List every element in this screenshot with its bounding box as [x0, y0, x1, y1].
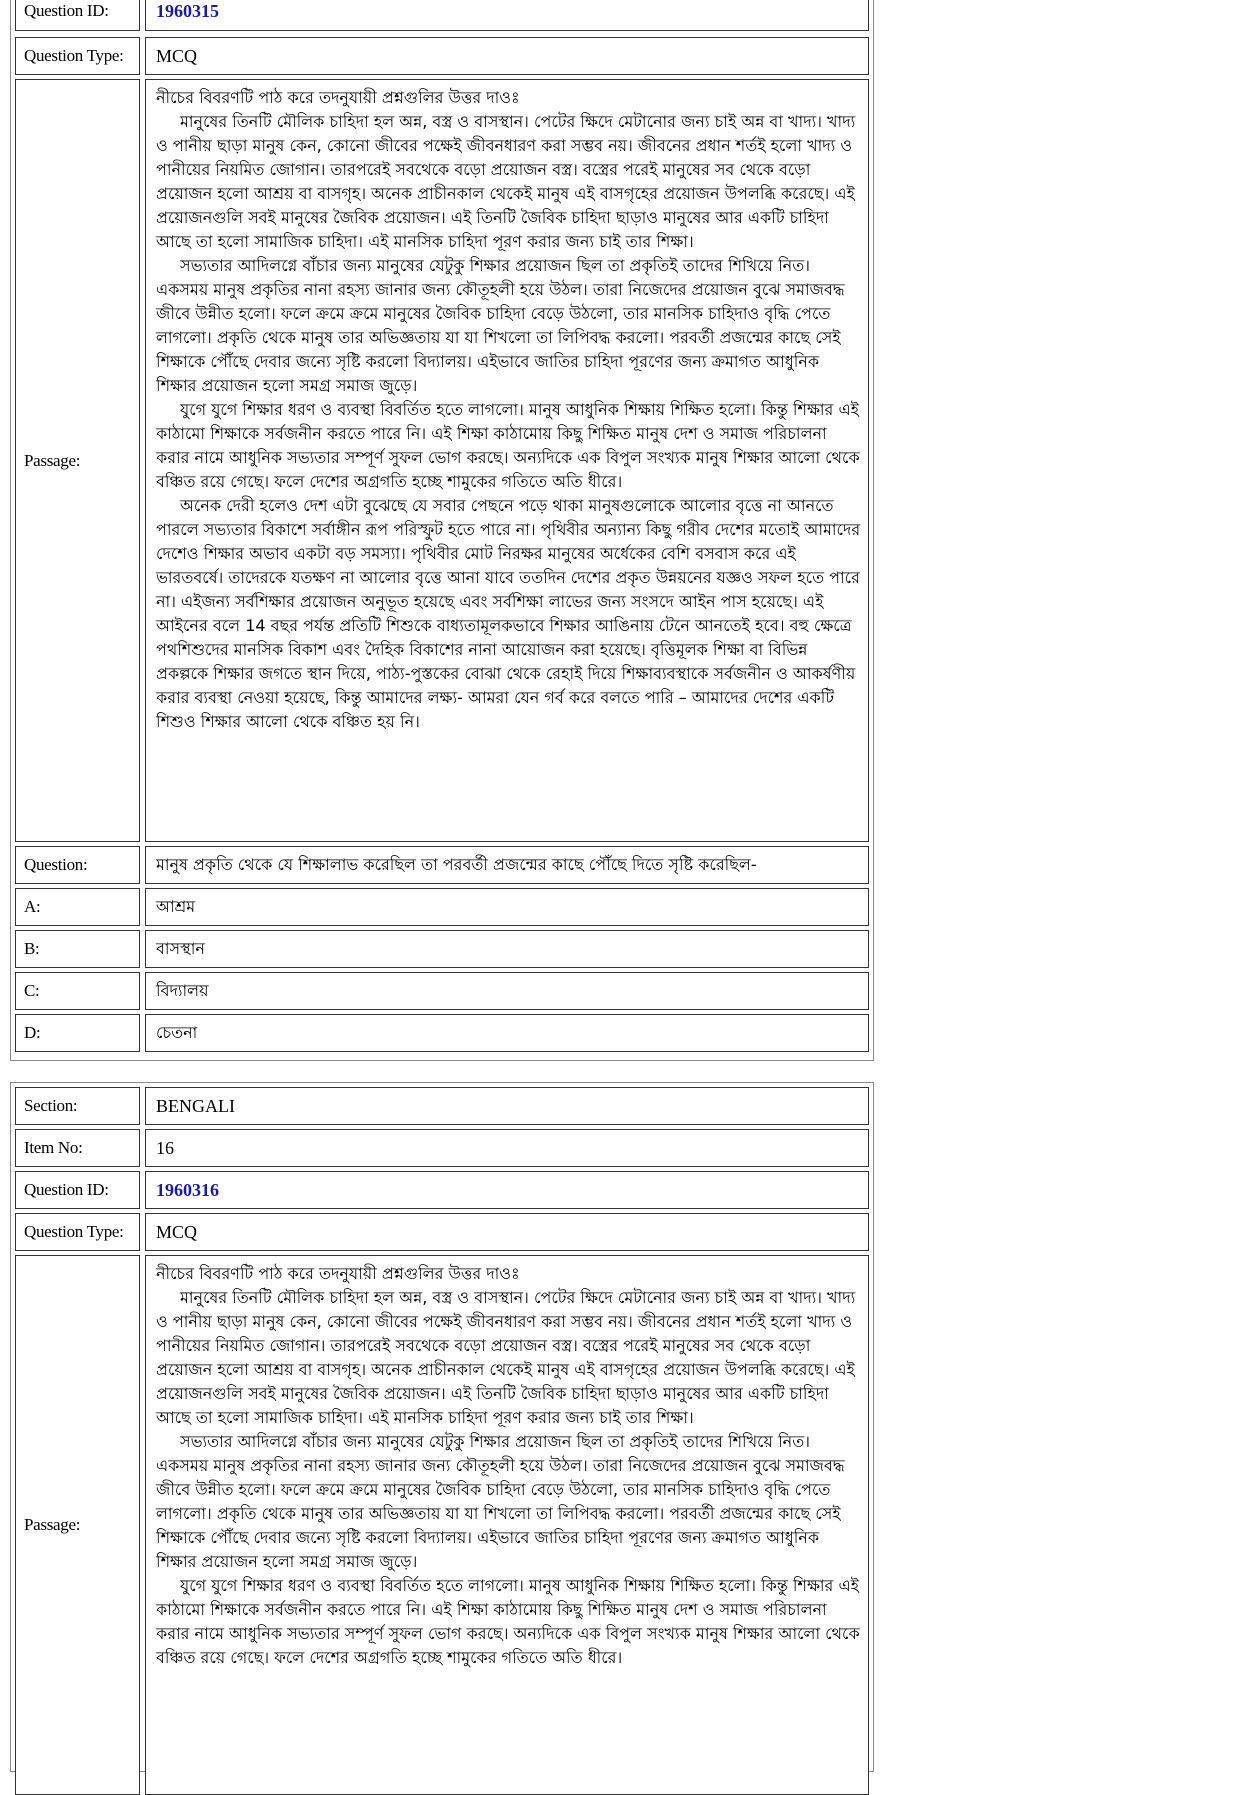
- option-c-text: বিদ্যালয়: [145, 972, 869, 1010]
- passage-label: Passage:: [15, 1255, 140, 1795]
- row-option-c: [15, 972, 869, 1010]
- option-a-label: A:: [15, 888, 140, 926]
- question-text: মানুষ প্রকৃতি থেকে যে শিক্ষালাভ করেছিল তা পরবর্তী প্রজন্মের কাছে পৌঁছে দিতে সৃষ্টি করেছিল-: [145, 846, 869, 884]
- question-table-1960316: [10, 1082, 874, 1772]
- passage-label: Passage:: [15, 79, 140, 842]
- question-table-1960315: [10, 0, 874, 1061]
- row-option-a: [15, 888, 869, 926]
- option-b-label: B:: [15, 930, 140, 968]
- passage-instruction: নীচের বিবরণটি পাঠ করে তদনুযায়ী প্রশ্নগুলির উত্তর দাওঃ: [156, 1264, 520, 1283]
- passage-paragraph-1: মানুষের তিনটি মৌলিক চাহিদা হল অন্ন, বস্ত্র ও বাসস্থান। পেটের ক্ষিদে মেটানোর জন্য চাই অন্ন বা খাদ্য। খাদ্য ও পানীয় ছাড়া মানুষ কেন, কোনো জীবের পক্ষেই জীবনধারণ করা সম্ভব নয়। জীবনের প্রধান শর্তই হলো খাদ্য ও পানীয়ের নিয়মিত জোগান। তারপরেই সবথেকে বড়ো প্রয়োজন বস্ত্র। বস্ত্রের পরেই মানুষের সব থেকে বড়ো প্রয়োজন হলো আশ্রয় বা বাসগৃহ। অনেক প্রাচীনকাল থেকেই মানুষ এই বাসগৃহের প্রয়োজন উপলব্ধি করেছে। এই প্রয়োজনগুলি সবই মানুষের জৈবিক প্রয়োজন। এই তিনটি জৈবিক চাহিদা ছাড়াও মানুষের আর একটি চাহিদা আছে তা হলো সামাজিক চাহিদা। এই মানসিক চাহিদা পূরণ করার জন্য চাই তার শিক্ষা।: [156, 112, 856, 251]
- option-c-label: C:: [15, 972, 140, 1010]
- option-b-text: বাসস্থান: [145, 930, 869, 968]
- question-id-label: Question ID:: [15, 1171, 140, 1209]
- row-section: [15, 1087, 869, 1125]
- option-a-text: আশ্রম: [145, 888, 869, 926]
- row-question-type: [15, 1213, 869, 1251]
- option-d-text: চেতনা: [145, 1014, 869, 1052]
- section-label: Section:: [15, 1087, 140, 1125]
- question-type-value: MCQ: [145, 1213, 869, 1251]
- row-passage: [15, 79, 869, 842]
- row-question-id: [15, 0, 869, 31]
- question-id-value: 1960316: [145, 1171, 869, 1209]
- row-question-id: [15, 1171, 869, 1209]
- row-passage: [15, 1255, 869, 1795]
- passage-paragraph-2: সভ্যতার আদিলগ্নে বাঁচার জন্য মানুষের যেটুকু শিক্ষার প্রয়োজন ছিল তা প্রকৃতিই তাদের শিখিয়ে নিত। একসময় মানুষ প্রকৃতির নানা রহস্য জানার জন্য কৌতূহলী হয়ে উঠল। তারা নিজেদের প্রয়োজন বুঝে সমাজবদ্ধ জীবে উন্নীত হলো। ফলে ক্রমে ক্রমে মানুষের জৈবিক চাহিদা বেড়ে উঠলো, তার মানসিক চাহিদাও বৃদ্ধি পেতে লাগলো। প্রকৃতি থেকে মানুষ তার অভিজ্ঞতায় যা যা শিখলো তা লিপিবদ্ধ করলো। পরবর্তী প্রজন্মের কাছে সেই শিক্ষাকে পৌঁছে দেবার জন্যে সৃষ্টি করলো বিদ্যালয়। এইভাবে জাতির চাহিদা পূরণের জন্য ক্রমাগত আধুনিক শিক্ষার প্রয়োজন হলো সমগ্র সমাজ জুড়ে।: [156, 1432, 845, 1571]
- passage-paragraph-3: যুগে যুগে শিক্ষার ধরণ ও ব্যবস্থা বিবর্তিত হতে লাগলো। মানুষ আধুনিক শিক্ষায় শিক্ষিত হলো। কিন্তু শিক্ষার এই কাঠামো শিক্ষাকে সর্বজনীন করতে পারে নি। এই শিক্ষা কাঠামোয় কিছু শিক্ষিত মানুষ দেশ ও সমাজ পরিচালনা করার নামে আধুনিক সভ্যতার সম্পূর্ণ সুফল ভোগ করছে। অন্যদিকে এক বিপুল সংখ্যক মানুষ শিক্ষার আলো থেকে বঞ্চিত রয়ে গেছে। ফলে দেশের অগ্রগতি হচ্ছে শামুকের গতিতে অতি ধীরে।: [156, 1576, 860, 1667]
- passage-text: [145, 1255, 869, 1795]
- question-id-value: 1960315: [145, 0, 869, 31]
- question-type-value: MCQ: [145, 37, 869, 75]
- passage-paragraph-4: অনেক দেরী হলেও দেশ এটা বুঝেছে যে সবার পেছনে পড়ে থাকা মানুষগুলোকে আলোর বৃত্তে না আনতে পারলে সভ্যতার বিকাশে সর্বাঙ্গীন রূপ পরিস্ফুট হতে পারে না। পৃথিবীর অন্যান্য কিছু গরীব দেশের মতোই আমাদের দেশেও শিক্ষার অভাব একটা বড় সমস্যা। পৃথিবীর মোট নিরক্ষর মানুষের অর্ধেকের বেশি বসবাস করে এই ভারতবর্ষে। তাদেরকে যতক্ষণ না আলোর বৃত্তে আনা যাবে ততদিন দেশের প্রকৃত উন্নয়নের যজ্ঞও সফল হতে পারে না। এইজন্য সর্বশিক্ষার প্রয়োজন অনুভূত হয়েছে এবং সর্বশিক্ষা লাভের জন্য সংসদে আইন পাস হয়েছে। এই আইনের বলে 14 বছর পর্যন্ত প্রতিটি শিশুকে বাধ্যতামূলকভাবে শিক্ষার আঙিনায় টেনে আনতেই হবে। বহু ক্ষেত্রে পথশিশুদের মানসিক বিকাশ এবং দৈহিক বিকাশের নানা আয়োজন করা হয়েছে। বৃত্তিমূলক শিক্ষা বা বিভিন্ন প্রকল্পকে শিক্ষার জগতে স্থান দিয়ে, পাঠ্য-পুস্তকের বোঝা থেকে রেহাই দিয়ে শিক্ষাব্যবস্থাকে সর্বজনীন ও আকর্ষণীয় করার ব্যবস্থা নেওয়া হয়েছে, কিন্তু আমাদের লক্ষ্য- আমরা যেন গর্ব করে বলতে পারি – আমাদের দেশের একটি শিশুও শিক্ষার আলো থেকে বঞ্চিত হয় নি।: [156, 496, 861, 731]
- row-item-no: [15, 1129, 869, 1167]
- row-option-b: [15, 930, 869, 968]
- question-type-label: Question Type:: [15, 37, 140, 75]
- section-value: BENGALI: [145, 1087, 869, 1125]
- item-no-label: Item No:: [15, 1129, 140, 1167]
- question-id-label: Question ID:: [15, 0, 140, 31]
- row-option-d: [15, 1014, 869, 1052]
- passage-text: [145, 79, 869, 842]
- row-question-type: [15, 37, 869, 75]
- passage-paragraph-1: মানুষের তিনটি মৌলিক চাহিদা হল অন্ন, বস্ত্র ও বাসস্থান। পেটের ক্ষিদে মেটানোর জন্য চাই অন্ন বা খাদ্য। খাদ্য ও পানীয় ছাড়া মানুষ কেন, কোনো জীবের পক্ষেই জীবনধারণ করা সম্ভব নয়। জীবনের প্রধান শর্তই হলো খাদ্য ও পানীয়ের নিয়মিত জোগান। তারপরেই সবথেকে বড়ো প্রয়োজন বস্ত্র। বস্ত্রের পরেই মানুষের সব থেকে বড়ো প্রয়োজন হলো আশ্রয় বা বাসগৃহ। অনেক প্রাচীনকাল থেকেই মানুষ এই বাসগৃহের প্রয়োজন উপলব্ধি করেছে। এই প্রয়োজনগুলি সবই মানুষের জৈবিক প্রয়োজন। এই তিনটি জৈবিক চাহিদা ছাড়াও মানুষের আর একটি চাহিদা আছে তা হলো সামাজিক চাহিদা। এই মানসিক চাহিদা পূরণ করার জন্য চাই তার শিক্ষা।: [156, 1288, 856, 1427]
- passage-instruction: নীচের বিবরণটি পাঠ করে তদনুযায়ী প্রশ্নগুলির উত্তর দাওঃ: [156, 88, 520, 107]
- passage-paragraph-3: যুগে যুগে শিক্ষার ধরণ ও ব্যবস্থা বিবর্তিত হতে লাগলো। মানুষ আধুনিক শিক্ষায় শিক্ষিত হলো। কিন্তু শিক্ষার এই কাঠামো শিক্ষাকে সর্বজনীন করতে পারে নি। এই শিক্ষা কাঠামোয় কিছু শিক্ষিত মানুষ দেশ ও সমাজ পরিচালনা করার নামে আধুনিক সভ্যতার সম্পূর্ণ সুফল ভোগ করছে। অন্যদিকে এক বিপুল সংখ্যক মানুষ শিক্ষার আলো থেকে বঞ্চিত রয়ে গেছে। ফলে দেশের অগ্রগতি হচ্ছে শামুকের গতিতে অতি ধীরে।: [156, 400, 860, 491]
- row-question: [15, 846, 869, 884]
- item-no-value: 16: [145, 1129, 869, 1167]
- question-label: Question:: [15, 846, 140, 884]
- question-type-label: Question Type:: [15, 1213, 140, 1251]
- passage-paragraph-2: সভ্যতার আদিলগ্নে বাঁচার জন্য মানুষের যেটুকু শিক্ষার প্রয়োজন ছিল তা প্রকৃতিই তাদের শিখিয়ে নিত। একসময় মানুষ প্রকৃতির নানা রহস্য জানার জন্য কৌতূহলী হয়ে উঠল। তারা নিজেদের প্রয়োজন বুঝে সমাজবদ্ধ জীবে উন্নীত হলো। ফলে ক্রমে ক্রমে মানুষের জৈবিক চাহিদা বেড়ে উঠলো, তার মানসিক চাহিদাও বৃদ্ধি পেতে লাগলো। প্রকৃতি থেকে মানুষ তার অভিজ্ঞতায় যা যা শিখলো তা লিপিবদ্ধ করলো। পরবর্তী প্রজন্মের কাছে সেই শিক্ষাকে পৌঁছে দেবার জন্যে সৃষ্টি করলো বিদ্যালয়। এইভাবে জাতির চাহিদা পূরণের জন্য ক্রমাগত আধুনিক শিক্ষার প্রয়োজন হলো সমগ্র সমাজ জুড়ে।: [156, 256, 845, 395]
- option-d-label: D:: [15, 1014, 140, 1052]
